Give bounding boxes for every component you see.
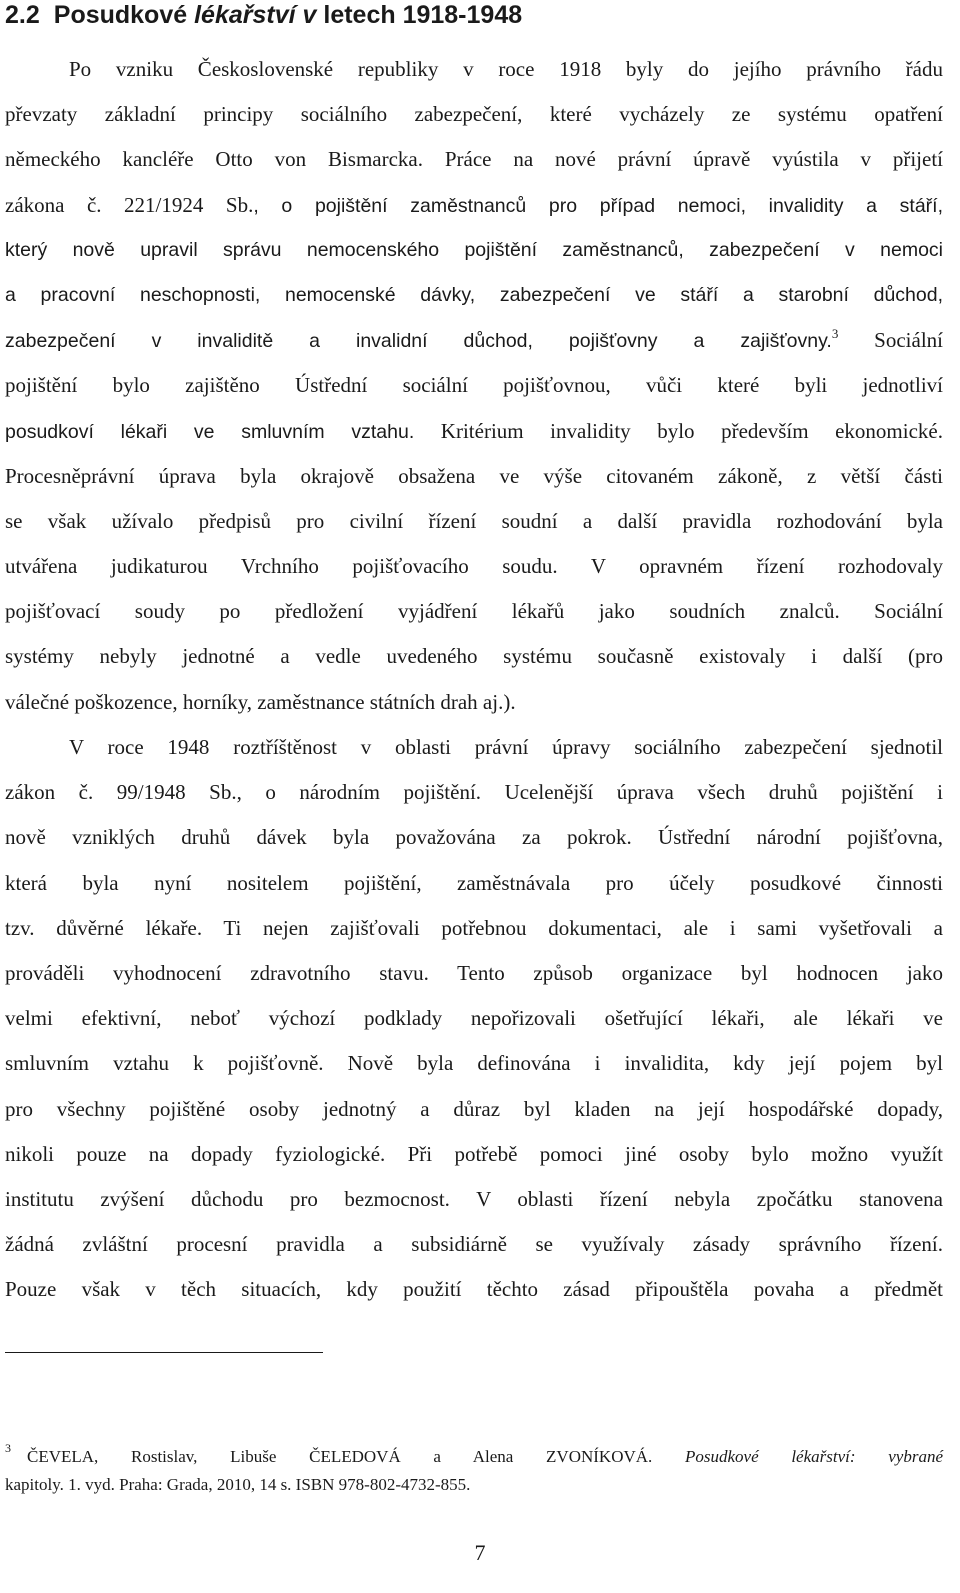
text-run: Ucelenější úprava všech druhů pojištění i bbox=[481, 780, 943, 805]
text-line: nově vzniklých druhů dávek byla považována za pokrok. Ústřední národní pojišťovna, bbox=[5, 825, 943, 850]
section-heading bbox=[5, 0, 522, 30]
footnote-text: ČEVELA, Rostislav, Libuše ČELEDOVÁ a Alena ZVONÍKOVÁ. bbox=[27, 1447, 685, 1466]
text-line: prováděli vyhodnocení zdravotního stavu. Tento způsob organizace byl hodnocen jako bbox=[5, 960, 943, 985]
text-line bbox=[5, 906, 943, 951]
text-line: pro všechny pojištěné osoby jednotný a důraz byl kladen na její hospodářské dopady, bbox=[5, 1096, 943, 1121]
text-run: zákon č. 99/1948 Sb., o národním pojištění. bbox=[5, 780, 482, 805]
text-line bbox=[5, 183, 943, 228]
text-line: žádná zvláštní procesní pravidla a subsidiárně se využívaly zásady správního řízení. bbox=[5, 1232, 943, 1257]
text-line: V roce 1948 roztříštěnost v oblasti právní úpravy sociálního zabezpečení sjednotil bbox=[69, 735, 943, 759]
text-run: Sociální bbox=[874, 328, 943, 353]
text-run: V opravném řízení rozhodovaly bbox=[557, 554, 943, 579]
text-run: zákona č. 221/1924 Sb. bbox=[5, 192, 254, 217]
section-number: 2.2 bbox=[5, 1, 40, 29]
footnote-title: Posudkové lékařství: vybrané bbox=[684, 1447, 943, 1466]
text-line bbox=[5, 409, 943, 454]
text-line: která byla nyní nositelem pojištění, zaměstnávala pro účely posudkové činnosti bbox=[5, 870, 943, 895]
text-run: Kritérium invalidity bylo především ekonomické. bbox=[414, 418, 943, 443]
text-line: systémy nebyly jednotné a vedle uvedeného systému současně existovaly i další (pro bbox=[5, 644, 943, 669]
text-line bbox=[5, 1041, 943, 1086]
text-run: tzv. důvěrné lékaře. bbox=[5, 915, 203, 940]
text-run: smluvním vztahu k pojišťovně. bbox=[5, 1051, 324, 1076]
heading-text-2: letech 1918-1948 bbox=[316, 1, 523, 29]
text-line: válečné poškozence, horníky, zaměstnance státních drah aj.). bbox=[5, 689, 516, 714]
text-line: pojišťovací soudy po předložení vyjádření lékařů jako soudních znalců. Sociální bbox=[5, 599, 943, 624]
text-line: pojištění bylo zajištěno Ústřední sociální pojišťovnou, vůči které byli jednotliví bbox=[5, 373, 943, 398]
footnote bbox=[5, 1434, 943, 1499]
page-number: 7 bbox=[474, 1540, 486, 1565]
text-line: Po vzniku Československé republiky v roce 1918 byly do jejího právního řádu bbox=[69, 57, 943, 81]
text-line: převzaty základní principy sociálního zabezpečení, které vycházely ze systému opatření bbox=[5, 102, 943, 127]
footnote-line bbox=[5, 1434, 943, 1471]
text-line: který nově upravil správu nemocenského pojištění zaměstnanců, zabezpečení v nemoci bbox=[5, 238, 943, 261]
text-line bbox=[5, 318, 943, 363]
footnote-line: kapitoly. 1. vyd. Praha: Grada, 2010, 14 s. ISBN 978-802-4732-855. bbox=[5, 1475, 471, 1494]
text-line: Procesněprávní úprava byla okrajově obsažena ve výše citovaném zákoně, z větší části bbox=[5, 463, 943, 488]
heading-text-1: Posudkové bbox=[53, 1, 195, 29]
heading-text-italic: lékařství v bbox=[194, 1, 317, 29]
text-line: Pouze však v těch situacích, kdy použití těchto zásad připouštěla povaha a předmět bbox=[5, 1277, 943, 1302]
text-line: institutu zvýšení důchodu pro bezmocnost. V oblasti řízení nebyla zpočátku stanovena bbox=[5, 1186, 943, 1211]
text-run: posudkoví lékaři ve smluvním vztahu. bbox=[5, 420, 415, 443]
text-line bbox=[5, 544, 943, 589]
text-run: utvářena judikaturou Vrchního pojišťovacího soudu. bbox=[5, 554, 558, 579]
footnote-reference: 3 bbox=[831, 326, 839, 342]
paragraph-1 bbox=[5, 47, 943, 725]
text-line: nikoli pouze na dopady fyziologické. Při potřebě pomoci jiné osoby bylo možno využít bbox=[5, 1141, 943, 1166]
text-line bbox=[5, 770, 943, 815]
text-run: Ti nejen zajišťovali potřebnou dokumentaci, ale i sami vyšetřovali a bbox=[202, 915, 943, 940]
text-line: německého kancléře Otto von Bismarcka. Práce na nové právní úpravě vyústila v přijetí bbox=[5, 147, 943, 172]
footnote-divider bbox=[5, 1352, 323, 1353]
text-line: se však užívalo předpisů pro civilní řízení soudní a další pravidla rozhodování byla bbox=[5, 508, 943, 533]
text-run: , o pojištění zaměstnanců pro případ nemoci, invalidity a stáří, bbox=[253, 194, 943, 217]
text-line: a pracovní neschopnosti, nemocenské dávky, zabezpečení ve stáří a starobní důchod, bbox=[5, 283, 943, 306]
text-line: velmi efektivní, neboť výchozí podklady nepořizovali ošetřující lékaři, ale lékaři ve bbox=[5, 1006, 943, 1031]
paragraph-2 bbox=[5, 725, 943, 1312]
footnote-mark: 3 bbox=[5, 1441, 11, 1455]
text-run: Nově byla definována i invalidita, kdy její pojem byl bbox=[323, 1051, 943, 1076]
text-run: zabezpečení v invaliditě a invalidní důchod, pojišťovny a zajišťovny. bbox=[5, 330, 832, 353]
